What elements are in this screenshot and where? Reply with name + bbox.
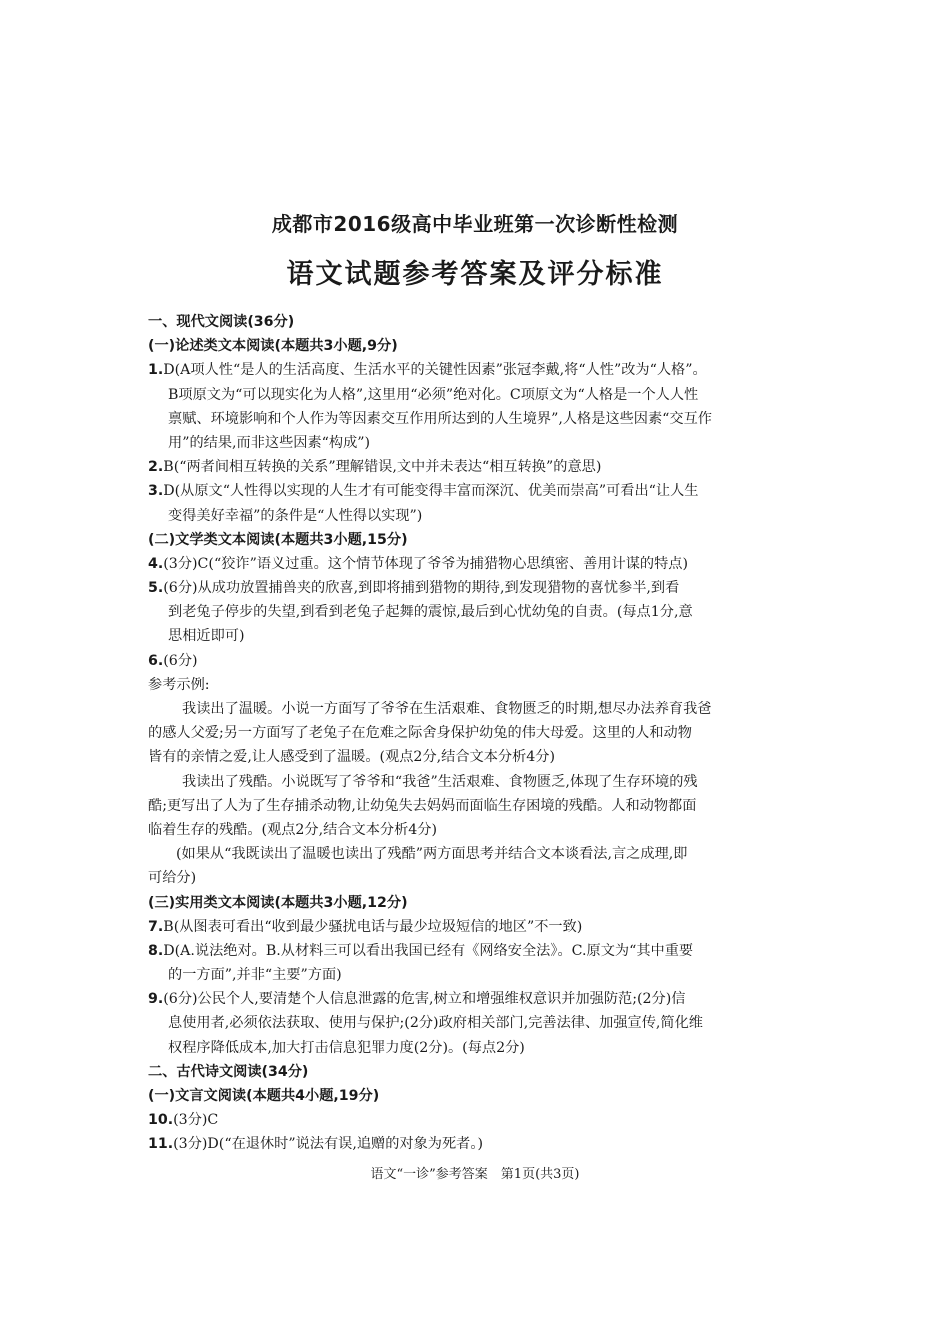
line-text: 酷;更写出了人为了生存捕杀动物,让幼兔失去妈妈而面临生存困境的残酷。人和动物都面	[148, 797, 697, 814]
line-text: 禀赋、环境影响和个人作为等因素交互作用所达到的人生境界”,人格是这些因素“交互作	[168, 410, 712, 427]
line-text: (6分)公民个人,要清楚个人信息泄露的危害,树立和增强维权意识并加强防范;(2分)信	[163, 991, 686, 1008]
line-text: (3分)C	[173, 1112, 219, 1129]
section-heading	[148, 310, 808, 334]
line-text: B项原文为“可以现实化为人格”,这里用“必须”绝对化。C项原文为“人格是一个人人性	[168, 386, 699, 403]
line-text: (一)论述类文本阅读(本题共3小题,9分)	[148, 338, 398, 355]
line-text: (3分)C(“狡诈”语义过重。这个情节体现了爷爷为捕猎物心思缜密、善用计谋的特点)	[163, 555, 688, 572]
question-number: 10.	[148, 1112, 174, 1129]
answer-line	[148, 600, 808, 624]
question-number: 8.	[148, 942, 164, 959]
section-heading	[148, 891, 808, 915]
answer-line	[148, 1108, 808, 1132]
question-number: 7.	[148, 918, 164, 935]
answer-line	[148, 383, 808, 407]
answer-line	[148, 770, 808, 794]
answer-line	[148, 939, 808, 963]
answer-line	[148, 649, 808, 673]
section-heading	[148, 528, 808, 552]
answer-line	[148, 504, 808, 528]
answer-line	[148, 697, 808, 721]
section-heading	[148, 334, 808, 358]
line-text: B(从图表可看出“收到最少骚扰电话与最少垃圾短信的地区”不一致)	[163, 918, 583, 935]
page-footer: 语文“一诊”参考答案 第1页(共3页)	[370, 1167, 580, 1182]
line-text: 参考示例:	[148, 676, 210, 693]
line-text: (二)文学类文本阅读(本题共3小题,15分)	[148, 531, 408, 548]
line-text: (如果从“我既读出了温暖也读出了残酷”两方面思考并结合文本谈看法,言之成理,即	[176, 846, 688, 863]
question-number: 9.	[148, 991, 164, 1008]
answer-line	[148, 624, 808, 648]
section-heading	[148, 1084, 808, 1108]
question-number: 11.	[148, 1136, 174, 1153]
line-text: 一、现代文阅读(36分)	[148, 314, 295, 330]
line-text: 我读出了温暖。小说一方面写了爷爷在生活艰难、食物匮乏的时期,想尽办法养育我爸	[182, 701, 712, 717]
answer-line	[148, 1036, 808, 1060]
line-text: 二、古代诗文阅读(34分)	[148, 1063, 309, 1080]
document-subtitle: 语文试题参考答案及评分标准	[286, 259, 664, 290]
question-number: 1.	[148, 362, 164, 379]
answer-content	[148, 310, 808, 1157]
line-text: (6分)	[163, 652, 198, 669]
answer-line	[148, 963, 808, 987]
answer-line	[148, 479, 808, 503]
answer-line	[148, 987, 808, 1011]
line-text: 思相近即可)	[168, 628, 245, 645]
answer-line	[148, 552, 808, 576]
line-text: 皆有的亲情之爱,让人感受到了温暖。(观点2分,结合文本分析4分)	[148, 749, 556, 766]
document-title: 成都市2016级高中毕业班第一次诊断性检测	[271, 212, 679, 236]
answer-line	[148, 745, 808, 769]
answer-line	[148, 1011, 808, 1035]
line-text: 权程序降低成本,加大打击信息犯罪力度(2分)。(每点2分)	[168, 1039, 525, 1056]
answer-line	[148, 407, 808, 431]
answer-line	[148, 866, 808, 890]
line-text: (三)实用类文本阅读(本题共3小题,12分)	[148, 894, 408, 911]
question-number: 2.	[148, 459, 164, 476]
answer-line	[148, 721, 808, 745]
line-text: 息使用者,必须依法获取、使用与保护;(2分)政府相关部门,完善法律、加强宣传,简化维	[168, 1015, 703, 1032]
line-text: (6分)从成功放置捕兽夹的欣喜,到即将捕到猎物的期待,到发现猎物的喜忧参半,到看	[163, 580, 680, 597]
answer-line	[148, 431, 808, 455]
question-number: 4.	[148, 555, 164, 572]
answer-line	[148, 576, 808, 600]
answer-line	[148, 842, 808, 866]
line-text: (3分)D(“在退休时”说法有误,追赠的对象为死者。)	[173, 1136, 483, 1153]
answer-line	[148, 1132, 808, 1156]
line-text: B(“两者间相互转换的关系”理解错误,文中并未表达“相互转换”的意思)	[163, 459, 602, 476]
line-text: 临着生存的残酷。(观点2分,结合文本分析4分)	[148, 821, 438, 838]
line-text: 可给分)	[148, 870, 197, 887]
line-text: 用”的结果,而非这些因素“构成”)	[168, 434, 371, 451]
line-text: 的一方面”,并非“主要”方面)	[168, 967, 342, 984]
answer-line	[148, 915, 808, 939]
answer-line	[148, 818, 808, 842]
line-text: 的感人父爱;另一方面写了老兔子在危难之际舍身保护幼兔的伟大母爱。这里的人和动物	[148, 725, 692, 742]
question-number: 3.	[148, 483, 164, 500]
question-number: 6.	[148, 652, 164, 669]
line-text: 变得美好幸福”的条件是“人性得以实现”)	[168, 507, 423, 524]
answer-line	[148, 358, 808, 382]
section-heading	[148, 1060, 808, 1084]
answer-line	[148, 794, 808, 818]
line-text: D(从原文“人性得以实现的人生才有可能变得丰富而深沉、优美而崇高”可看出“让人生	[163, 483, 699, 500]
line-text: 我读出了残酷。小说既写了爷爷和“我爸”生活艰难、食物匮乏,体现了生存环境的残	[182, 773, 698, 790]
answer-line	[148, 673, 808, 697]
line-text: 到老兔子停步的失望,到看到老兔子起舞的震惊,最后到心忧幼兔的自责。(每点1分,意	[168, 604, 693, 621]
line-text: D(A项人性“是人的生活高度、生活水平的关键性因素”张冠李戴,将“人性”改为“人格”。	[163, 362, 707, 379]
line-text: (一)文言文阅读(本题共4小题,19分)	[148, 1088, 380, 1104]
line-text: D(A.说法绝对。B.从材料三可以看出我国已经有《网络安全法》。C.原文为“其中重要	[163, 942, 694, 959]
answer-line	[148, 455, 808, 479]
question-number: 5.	[148, 580, 164, 597]
